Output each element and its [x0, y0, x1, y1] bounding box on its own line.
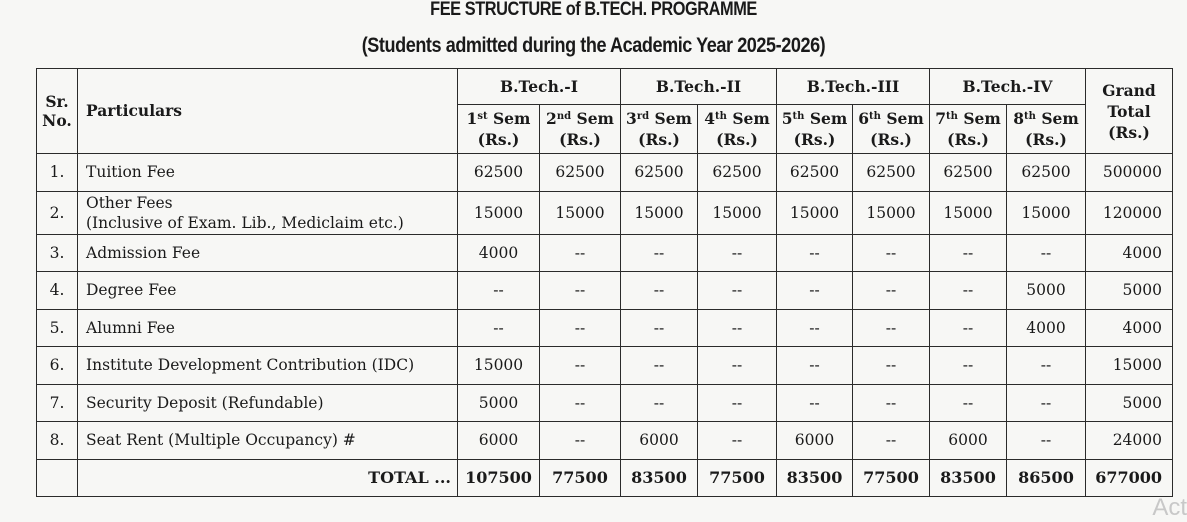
total-sem-value: 83500 — [777, 459, 853, 496]
total-sem-value: 107500 — [458, 459, 540, 496]
particular: Security Deposit (Refundable) — [78, 384, 458, 422]
sem-value: -- — [458, 272, 540, 310]
sem-value: -- — [853, 384, 930, 422]
grand-total-value: 24000 — [1086, 422, 1173, 460]
fee-structure-table — [36, 68, 1173, 497]
sem-value: -- — [698, 272, 777, 310]
sem-value: 4000 — [1007, 309, 1086, 347]
table-row — [37, 191, 1173, 234]
sem-value: -- — [930, 309, 1007, 347]
sem-value: -- — [853, 347, 930, 385]
sem-value: 15000 — [698, 191, 777, 234]
sr-no: 4. — [37, 272, 78, 310]
particular-main: Other Fees — [86, 193, 173, 212]
grand-total-value: 4000 — [1086, 234, 1173, 272]
total-sem-value: 83500 — [621, 459, 698, 496]
header-sem-4: 4th Sem (Rs.) — [698, 105, 777, 154]
total-sem-value: 77500 — [853, 459, 930, 496]
sem-value: -- — [853, 422, 930, 460]
total-label: TOTAL ... — [78, 459, 458, 496]
sem-value: -- — [540, 309, 621, 347]
total-sem-value: 83500 — [930, 459, 1007, 496]
sem-value: 15000 — [458, 191, 540, 234]
sem-value: -- — [540, 272, 621, 310]
sem-value: 15000 — [540, 191, 621, 234]
sem-value: 15000 — [930, 191, 1007, 234]
sr-no: 1. — [37, 154, 78, 192]
sem-value: 62500 — [698, 154, 777, 192]
sem-value: 15000 — [777, 191, 853, 234]
sem-value: 62500 — [853, 154, 930, 192]
sem-value: 62500 — [540, 154, 621, 192]
grand-total-sum: 677000 — [1086, 459, 1173, 496]
grand-total-value: 5000 — [1086, 384, 1173, 422]
sem-value: -- — [1007, 234, 1086, 272]
particular: Degree Fee — [78, 272, 458, 310]
header-year-3: B.Tech.-III — [777, 69, 930, 105]
sem-value: 15000 — [1007, 191, 1086, 234]
header-sem-6: 6th Sem (Rs.) — [853, 105, 930, 154]
header-sr-no: Sr. No. — [37, 69, 78, 154]
sem-value: -- — [621, 347, 698, 385]
sem-value: 15000 — [853, 191, 930, 234]
document-title: FEE STRUCTURE of B.TECH. PROGRAMME — [430, 0, 757, 20]
sr-no: 5. — [37, 309, 78, 347]
sem-value: 15000 — [458, 347, 540, 385]
sem-value: -- — [540, 384, 621, 422]
sem-value: -- — [621, 384, 698, 422]
header-sem-5: 5th Sem (Rs.) — [777, 105, 853, 154]
sem-value: 6000 — [777, 422, 853, 460]
header-year-2: B.Tech.-II — [621, 69, 777, 105]
sem-value: -- — [621, 272, 698, 310]
sem-value: 62500 — [458, 154, 540, 192]
sem-value: -- — [930, 347, 1007, 385]
document-subtitle: (Students admitted during the Academic Year 2025-2026) — [361, 34, 826, 57]
particular — [78, 191, 458, 234]
sem-value: 62500 — [621, 154, 698, 192]
sr-no: 6. — [37, 347, 78, 385]
sem-value: -- — [930, 234, 1007, 272]
sem-value: -- — [458, 309, 540, 347]
header-sem-7: 7th Sem (Rs.) — [930, 105, 1007, 154]
activation-watermark: Act — [1152, 494, 1187, 521]
sem-value: -- — [853, 234, 930, 272]
sem-value: 6000 — [621, 422, 698, 460]
particular: Seat Rent (Multiple Occupancy) # — [78, 422, 458, 460]
sem-value: 62500 — [1007, 154, 1086, 192]
sr-no: 3. — [37, 234, 78, 272]
table-row — [37, 422, 1173, 460]
sem-value: -- — [698, 422, 777, 460]
grand-total-value: 15000 — [1086, 347, 1173, 385]
total-sem-value: 77500 — [698, 459, 777, 496]
sem-value: 15000 — [621, 191, 698, 234]
header-sem-8: 8th Sem (Rs.) — [1007, 105, 1086, 154]
sr-no: 8. — [37, 422, 78, 460]
sem-value: -- — [621, 234, 698, 272]
sem-value: -- — [777, 309, 853, 347]
sem-value: -- — [540, 234, 621, 272]
particular: Tuition Fee — [78, 154, 458, 192]
header-particulars: Particulars — [78, 69, 458, 154]
sem-value: 5000 — [1007, 272, 1086, 310]
sem-value: -- — [853, 309, 930, 347]
total-sem-value: 86500 — [1007, 459, 1086, 496]
sem-value: -- — [1007, 347, 1086, 385]
particular-sub: (Inclusive of Exam. Lib., Mediclaim etc.) — [86, 213, 404, 232]
sr-no: 2. — [37, 191, 78, 234]
sem-value: -- — [930, 384, 1007, 422]
total-sem-value: 77500 — [540, 459, 621, 496]
sem-value: -- — [698, 234, 777, 272]
header-row-years — [37, 69, 1173, 105]
table-row — [37, 234, 1173, 272]
sem-value: 6000 — [458, 422, 540, 460]
grand-total-value: 500000 — [1086, 154, 1173, 192]
grand-total-value: 4000 — [1086, 309, 1173, 347]
table-row — [37, 309, 1173, 347]
grand-total-value: 5000 — [1086, 272, 1173, 310]
particular: Alumni Fee — [78, 309, 458, 347]
grand-total-value: 120000 — [1086, 191, 1173, 234]
table-row — [37, 272, 1173, 310]
sem-value: -- — [698, 347, 777, 385]
total-row — [37, 459, 1173, 496]
sem-value: 6000 — [930, 422, 1007, 460]
table-row — [37, 384, 1173, 422]
sem-value: -- — [621, 309, 698, 347]
sem-value: 62500 — [930, 154, 1007, 192]
header-grand-total: Grand Total (Rs.) — [1086, 69, 1173, 154]
total-sr-empty — [37, 459, 78, 496]
sem-value: -- — [777, 384, 853, 422]
sr-no: 7. — [37, 384, 78, 422]
sem-value: -- — [698, 309, 777, 347]
header-year-1: B.Tech.-I — [458, 69, 621, 105]
sem-value: 4000 — [458, 234, 540, 272]
sem-value: -- — [930, 272, 1007, 310]
sem-value: 5000 — [458, 384, 540, 422]
header-year-4: B.Tech.-IV — [930, 69, 1086, 105]
sem-value: -- — [1007, 422, 1086, 460]
particular: Admission Fee — [78, 234, 458, 272]
sem-value: 62500 — [777, 154, 853, 192]
table-row — [37, 154, 1173, 192]
header-sem-3: 3rd Sem (Rs.) — [621, 105, 698, 154]
sem-value: -- — [777, 347, 853, 385]
sem-value: -- — [540, 422, 621, 460]
sem-value: -- — [540, 347, 621, 385]
sem-value: -- — [698, 384, 777, 422]
header-sem-1: 1st Sem (Rs.) — [458, 105, 540, 154]
table-row — [37, 347, 1173, 385]
sem-value: -- — [777, 234, 853, 272]
header-sem-2: 2nd Sem (Rs.) — [540, 105, 621, 154]
sem-value: -- — [853, 272, 930, 310]
sem-value: -- — [777, 272, 853, 310]
particular: Institute Development Contribution (IDC) — [78, 347, 458, 385]
sem-value: -- — [1007, 384, 1086, 422]
